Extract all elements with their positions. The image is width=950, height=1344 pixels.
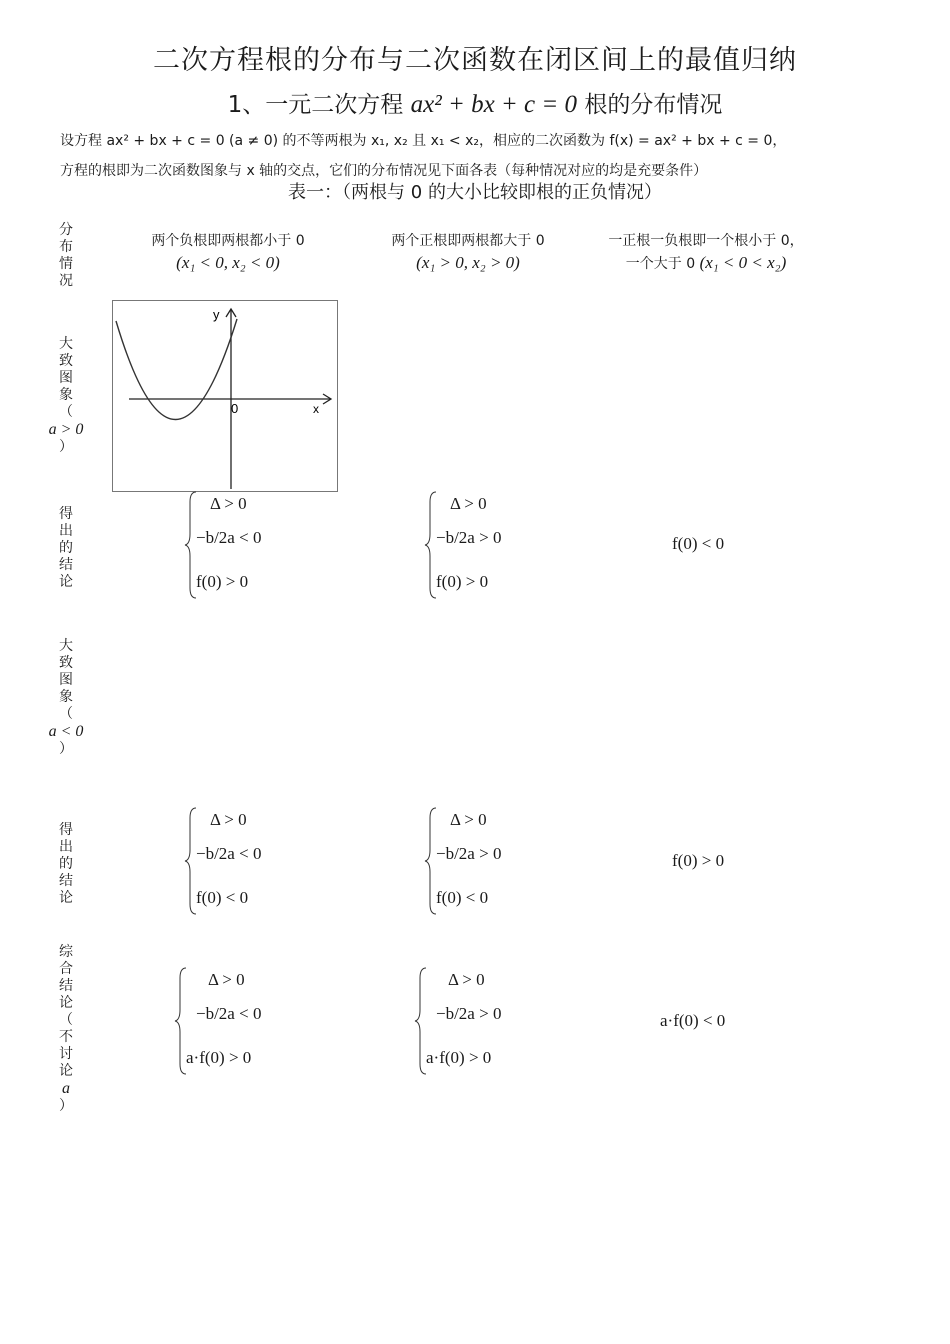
row-label-conclusion-positive xyxy=(44,506,88,591)
conclusion-summary-col3: a·f(0) < 0 xyxy=(660,1011,726,1030)
conclusion-summary-col1 xyxy=(174,966,294,1076)
conclusion-neg-col2 xyxy=(424,806,544,916)
row-label-graph-negative-text: 大 致 图 象 （ xyxy=(59,638,73,722)
section-heading xyxy=(0,86,950,119)
row-label-graph-positive-close: ） xyxy=(59,439,73,455)
conclusion-neg-col1-delta: Δ > 0 xyxy=(210,810,247,829)
conclusion-pos-col2-f0: f(0) > 0 xyxy=(436,572,489,591)
parabola-curve xyxy=(116,319,237,420)
conclusion-summary-col2-af0: a·f(0) > 0 xyxy=(426,1048,492,1067)
row-label-distribution xyxy=(44,222,88,290)
column-header-1-cond: (x₁ < 0, x₂ < 0) xyxy=(176,253,280,272)
row-label-conclusion-negative xyxy=(44,822,88,907)
section-heading-equation: ax² + bx + c = 0 xyxy=(410,91,578,118)
conclusion-pos-col1 xyxy=(184,490,304,600)
row-label-distribution-text: 分 布 情 况 xyxy=(59,222,73,289)
conclusion-pos-col2-axis: −b/2a > 0 xyxy=(436,528,502,547)
conclusion-neg-col2-delta: Δ > 0 xyxy=(450,810,487,829)
table-title: 表一：（两根与 0 的大小比较即根的正负情况） xyxy=(288,182,662,203)
row-label-graph-negative xyxy=(44,638,88,758)
y-axis-label: y xyxy=(213,307,220,322)
conclusion-pos-col1-f0: f(0) > 0 xyxy=(196,572,249,591)
column-header-3-cond: (x₁ < 0 < x₂) xyxy=(699,253,787,272)
conclusion-neg-col1-axis: −b/2a < 0 xyxy=(196,844,262,863)
row-label-graph-positive xyxy=(44,336,88,456)
conclusion-pos-col2 xyxy=(424,490,544,600)
row-label-graph-positive-text: 大 致 图 象 （ xyxy=(59,336,73,420)
row-label-summary-text: 综 合 结 论 （ 不 讨 论 xyxy=(59,944,73,1079)
row-label-conclusion-negative-text: 得 出 的 结 论 xyxy=(59,822,73,906)
conclusion-neg-col1-f0: f(0) < 0 xyxy=(196,888,249,907)
conclusion-summary-col1-delta: Δ > 0 xyxy=(208,970,245,989)
origin-label: 0 xyxy=(231,401,239,416)
conclusion-summary-col1-axis: −b/2a < 0 xyxy=(196,1004,262,1023)
column-header-2-label: 两个正根即两根都大于 0 xyxy=(391,233,545,249)
column-header-3-label2: 一个大于 0 xyxy=(625,256,696,272)
row-label-summary-close: ） xyxy=(59,1098,73,1114)
section-heading-suffix: 根的分布情况 xyxy=(584,92,723,118)
row-label-graph-negative-cond: a < 0 xyxy=(48,723,84,740)
conclusion-summary-col2-axis: −b/2a > 0 xyxy=(436,1004,502,1023)
page-title: 二次方程根的分布与二次函数在闭区间上的最值归纳 xyxy=(153,45,797,76)
column-header-1-label: 两个负根即两根都小于 0 xyxy=(151,233,305,249)
row-label-conclusion-positive-text: 得 出 的 结 论 xyxy=(59,506,73,590)
conclusion-summary-col2-delta: Δ > 0 xyxy=(448,970,485,989)
row-label-summary-var: a xyxy=(62,1080,70,1097)
column-header-2 xyxy=(358,230,578,274)
conclusion-pos-col3: f(0) < 0 xyxy=(672,534,725,553)
conclusion-summary-col1-af0: a·f(0) > 0 xyxy=(186,1048,252,1067)
section-heading-prefix: 1、一元二次方程 xyxy=(227,92,404,118)
conclusion-summary-col2 xyxy=(414,966,534,1076)
parabola-graph xyxy=(112,300,338,492)
intro-line-1: 设方程 ax² + bx + c = 0 (a ≠ 0) 的不等两根为 x₁, x₂ 且 x₁ < x₂，相应的二次函数为 f(x) = ax² + bx + c = 0， xyxy=(60,133,787,149)
column-header-1 xyxy=(118,230,338,274)
column-header-3-label: 一正根一负根即一个根小于 0， xyxy=(608,233,804,249)
row-label-summary xyxy=(44,944,88,1115)
conclusion-neg-col2-axis: −b/2a > 0 xyxy=(436,844,502,863)
column-header-2-cond: (x₁ > 0, x₂ > 0) xyxy=(416,253,520,272)
conclusion-pos-col1-axis: −b/2a < 0 xyxy=(196,528,262,547)
conclusion-neg-col2-f0: f(0) < 0 xyxy=(436,888,489,907)
conclusion-pos-col2-delta: Δ > 0 xyxy=(450,494,487,513)
column-header-3 xyxy=(586,230,826,275)
conclusion-pos-col1-delta: Δ > 0 xyxy=(210,494,247,513)
parabola-graph-svg xyxy=(113,301,337,491)
conclusion-neg-col1 xyxy=(184,806,304,916)
conclusion-neg-col3: f(0) > 0 xyxy=(672,851,725,870)
intro-line-2: 方程的根即为二次函数图象与 x 轴的交点，它们的分布情况见下面各表（每种情况对应的均是充要条件） xyxy=(60,163,708,179)
row-label-graph-negative-close: ） xyxy=(59,741,73,757)
row-label-graph-positive-cond: a > 0 xyxy=(48,421,84,438)
x-axis-label: x xyxy=(313,402,319,416)
